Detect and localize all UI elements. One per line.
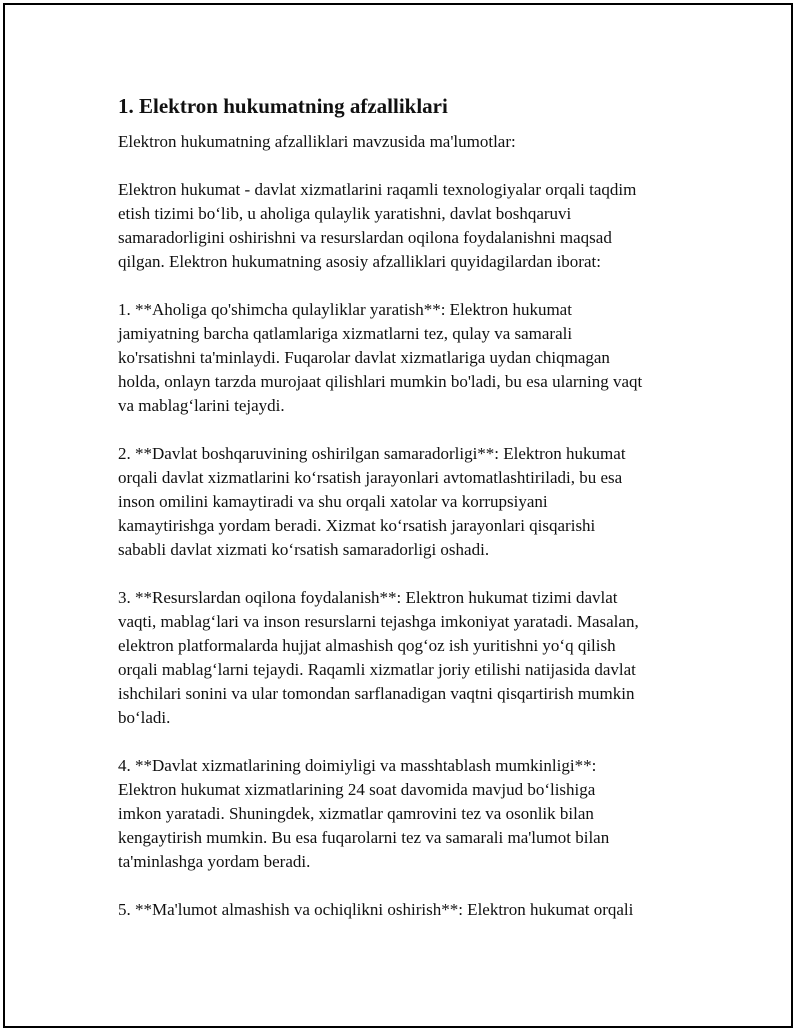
intro-line: Elektron hukumatning afzalliklari mavzusida ma'lumotlar:: [118, 132, 516, 151]
paragraph-overview: Elektron hukumat - davlat xizmatlarini raqamli texnologiyalar orqali taqdim etish tizimi bo‘lib, u aholiga qulaylik yaratishni, davlat boshqaruvi samaradorligini oshirishni va resurslardan oqilona foydalanishni maqsad qilgan. Elektron hukumatning asosiy afzalliklari quyidagilardan iborat:: [118, 180, 637, 271]
document-title: 1. Elektron hukumatning afzalliklari: [118, 94, 448, 118]
paragraph-point-4: 4. **Davlat xizmatlarining doimiyligi va masshtablash mumkinligi**: Elektron hukumat xizmatlarining 24 soat davomida mavjud bo‘lishiga imkon yaratadi. Shuningdek, xizmatlar qamrovini tez va osonlik bilan kengaytirish mumkin. Bu esa fuqarolarni tez va samarali ma'lumot bilan ta'minlashga yordam beradi.: [118, 756, 610, 871]
paragraph-point-5: 5. **Ma'lumot almashish va ochiqlikni oshirish**: Elektron hukumat orqali: [118, 900, 634, 919]
document-body: [118, 92, 698, 946]
paragraph-point-2: 2. **Davlat boshqaruvining oshirilgan samaradorligi**: Elektron hukumat orqali davlat xizmatlarini ko‘rsatish jarayonlari avtomatlashtiriladi, bu esa inson omilini kamaytiradi va shu orqali xatolar va korrupsiyani kamaytirishga yordam beradi. Xizmat ko‘rsatish jarayonlari qisqarishi sababli davlat xizmati ko‘rsatish samaradorligi oshadi.: [118, 444, 626, 559]
paragraph-point-1: 1. **Aholiga qo'shimcha qulayliklar yaratish**: Elektron hukumat jamiyatning barcha qatlamlariga xizmatlarni tez, qulay va samarali ko'rsatishni ta'minlaydi. Fuqarolar davlat xizmatlariga uydan chiqmagan holda, onlayn tarzda murojaat qilishlari mumkin bo'ladi, bu esa ularning vaqt va mablag‘larini tejaydi.: [118, 300, 643, 415]
paragraph-point-3: 3. **Resurslardan oqilona foydalanish**: Elektron hukumat tizimi davlat vaqti, mablag‘lari va inson resurslarni tejashga imkoniyat yaratadi. Masalan, elektron platformalarda hujjat almashish qog‘oz ish yuritishni yo‘q qilish orqali mablag‘larni tejaydi. Raqamli xizmatlar joriy etilishi natijasida davlat ishchilari sonini va ular tomondan sarflanadigan vaqtni qisqartirish mumkin bo‘ladi.: [118, 588, 639, 727]
